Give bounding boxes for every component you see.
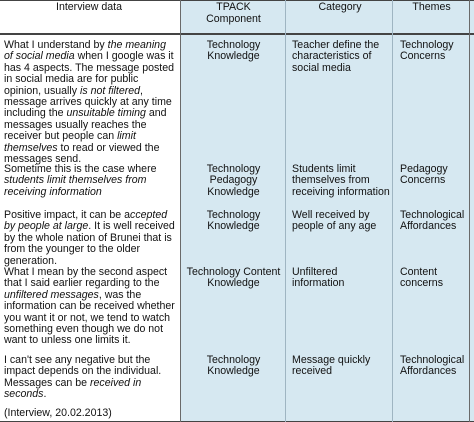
quote-text: . [43, 388, 47, 401]
tpack-cell: Technology Content Knowledge [186, 266, 281, 290]
quote-text: , message arrives quickly at any time including the [4, 84, 172, 120]
quote-text: Positive impact, it can be a [4, 209, 131, 221]
quote-emphasis: unsuitable timing [66, 107, 146, 120]
quote-text: Sometime this is the case where [4, 163, 157, 175]
quote-emphasis: limit themselves [4, 130, 136, 154]
quote-cell [4, 210, 177, 267]
category-cell: Students limit themselves from receiving information [292, 163, 390, 198]
quote-text: What I mean by the second aspect that I said earlier regarding to the [4, 266, 168, 290]
quote-emphasis: is not filtered [79, 84, 141, 97]
header-tpack-line1: TPACK [216, 1, 251, 13]
category-cell: Teacher define the characteristics of social media [292, 39, 380, 74]
quote-text: . It is well received by the whole nation of Brunei that is from the younger to the older generation. [4, 220, 175, 267]
tpack-cell: Technology Pedagogy Knowledge [206, 163, 261, 198]
quote-emphasis: unfiltered messages [4, 288, 99, 301]
category-cell: Unfiltered information [292, 266, 345, 290]
quote-emphasis: ccepted by people at large [4, 209, 168, 233]
quote-text: , was the information can be received whether you want it or not, we tend to watch something even though we do not want to unless one limits it. [4, 288, 175, 347]
header-rule [0, 33, 474, 35]
category-cell: Well received by people of any age [292, 209, 377, 233]
theme-cell: Technology Concerns [400, 39, 454, 63]
quote-emphasis: the meaning of social media [4, 39, 166, 63]
header-tpack-line2: Component [206, 12, 261, 25]
column-divider-1 [180, 0, 181, 422]
tpack-cell: Technology Knowledge [206, 39, 261, 63]
header-interview-data: Interview data [56, 1, 122, 13]
column-divider-2 [285, 0, 286, 422]
theme-cell: Pedagogy Concerns [400, 163, 448, 187]
header-themes: Themes [412, 1, 451, 13]
quote-cell [4, 267, 177, 347]
header-tpack-component [184, 2, 283, 25]
theme-cell: Technological Affordances [400, 354, 465, 378]
header-category: Category [318, 1, 362, 13]
source-note: (Interview, 20.02.2013) [4, 407, 112, 419]
quote-cell [4, 40, 177, 165]
theme-cell: Content concerns [400, 266, 443, 290]
quote-text: to read or viewed the messages send. [4, 141, 160, 166]
quote-cell [4, 355, 177, 401]
tpack-cell: Technology Knowledge [206, 209, 261, 233]
quote-text: when I google was it has 4 aspects. The message posted in social media are for public opinion, usually [4, 50, 174, 97]
tpack-cell: Technology Knowledge [206, 354, 261, 378]
quote-text: I can't see any negative but the impact depends on the individual. Messages can be [4, 354, 162, 389]
theme-cell: Technological Affordances [400, 209, 465, 233]
column-divider-3 [392, 0, 393, 422]
quote-text: What I understand by [4, 39, 108, 51]
quote-text: and messages usually reaches the receiver but people can [4, 107, 167, 143]
quote-emphasis: students limit themselves from receiving information [4, 174, 147, 198]
quote-cell [4, 164, 177, 198]
category-cell: Message quickly received [292, 354, 371, 378]
quote-emphasis: received in seconds [4, 376, 142, 401]
